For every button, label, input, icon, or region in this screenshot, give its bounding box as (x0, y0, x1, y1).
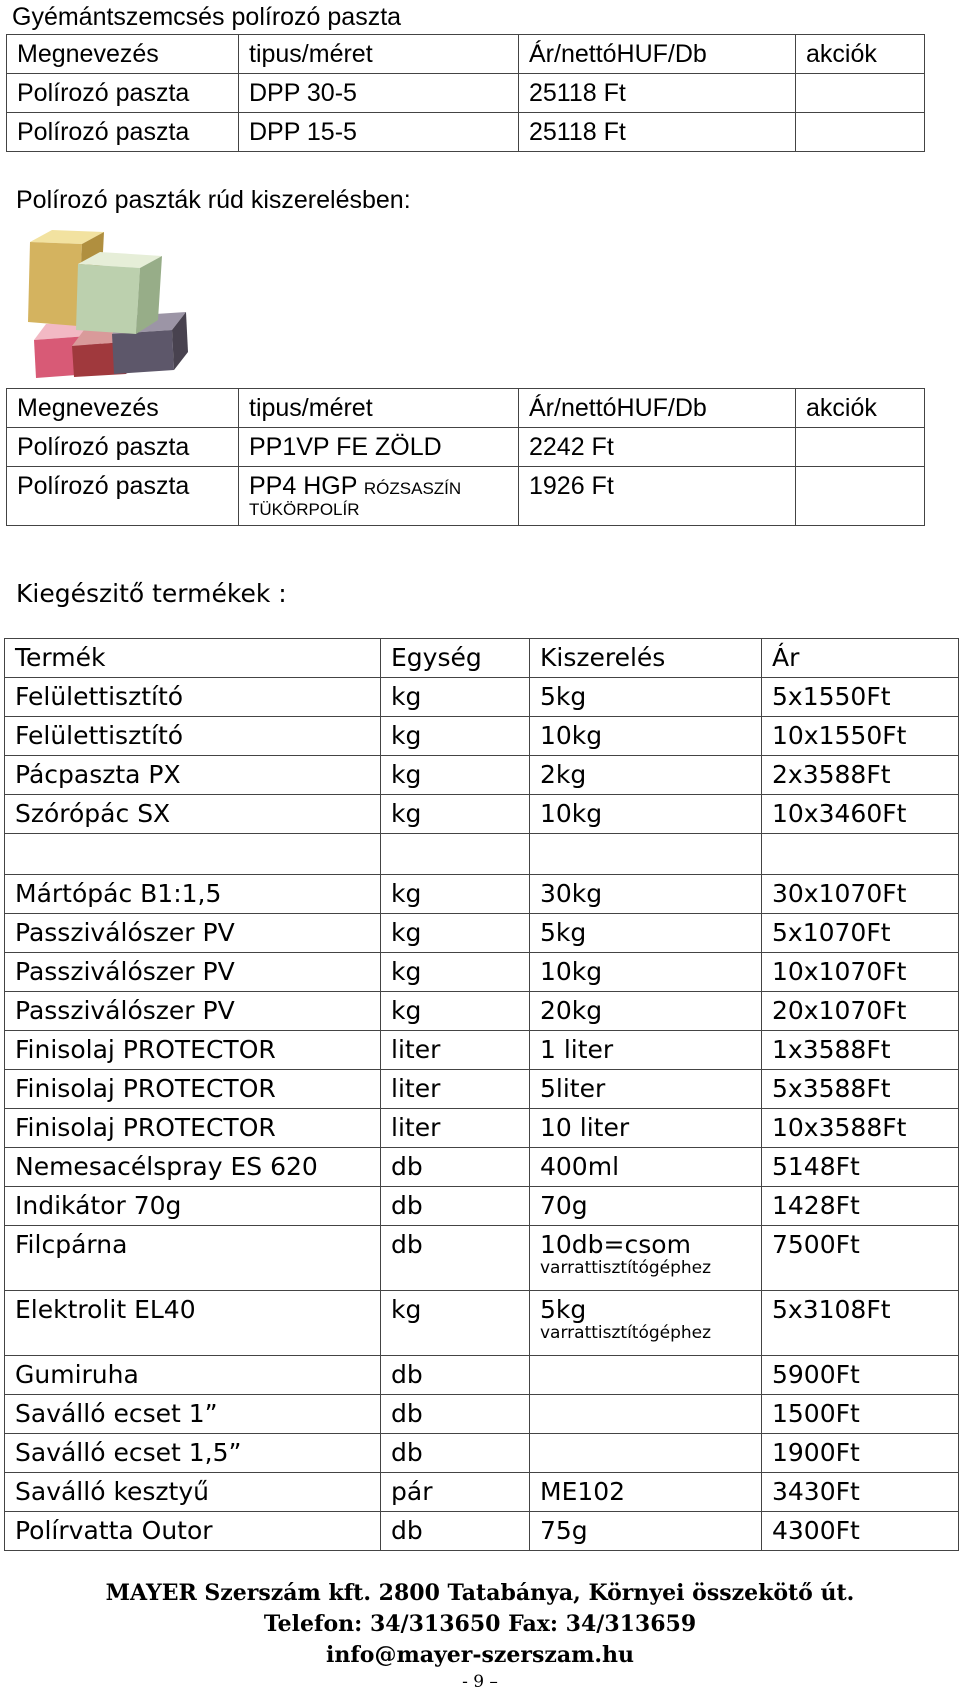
table-row (5, 992, 959, 1031)
product-price-cell: 5x3108Ft (762, 1291, 959, 1356)
product-unit-cell: liter (381, 1109, 530, 1148)
product-name-cell: Saválló ecset 1,5” (5, 1434, 381, 1473)
product-price-cell: 1428Ft (762, 1187, 959, 1226)
product-type-cell: DPP 30-5 (239, 74, 519, 113)
product-price-cell: 10x3460Ft (762, 795, 959, 834)
product-unit-cell: kg (381, 1291, 530, 1356)
product-name-cell: Passziválószer PV (5, 953, 381, 992)
product-name-cell: Felülettisztító (5, 678, 381, 717)
table-row (5, 1512, 959, 1551)
table-row (5, 953, 959, 992)
pack-note: varrattisztítógéphez (540, 1258, 712, 1278)
header-cell: Egység (381, 639, 530, 678)
product-unit-cell: kg (381, 992, 530, 1031)
product-price-cell: 25118 Ft (519, 113, 796, 152)
product-unit-cell: kg (381, 795, 530, 834)
product-unit-cell: db (381, 1356, 530, 1395)
product-price-cell: 2x3588Ft (762, 756, 959, 795)
product-price-cell: 1926 Ft (519, 467, 796, 526)
product-unit-cell: kg (381, 717, 530, 756)
type-finish: TÜKÖRPOLÍR (249, 500, 360, 519)
product-price-cell: 5900Ft (762, 1356, 959, 1395)
product-name-cell: Indikátor 70g (5, 1187, 381, 1226)
header-cell: Ár/nettóHUF/Db (519, 35, 796, 74)
product-price-cell: 1500Ft (762, 1395, 959, 1434)
product-pack-cell: 10kg (530, 795, 762, 834)
product-unit-cell: db (381, 1148, 530, 1187)
table-row (5, 1473, 959, 1512)
rod-paste-heading: Polírozó paszták rúd kiszerelésben: (16, 186, 411, 214)
header-cell: Ár (762, 639, 959, 678)
product-price-cell: 30x1070Ft (762, 875, 959, 914)
table-row (5, 795, 959, 834)
pack-value: 10db=csom (540, 1230, 691, 1259)
product-name-cell: Elektrolit EL40 (5, 1291, 381, 1356)
product-pack-cell: 400ml (530, 1148, 762, 1187)
product-unit-cell: kg (381, 756, 530, 795)
product-action-cell (796, 467, 925, 526)
product-pack-cell (530, 1356, 762, 1395)
table-row (5, 1226, 959, 1291)
table-row (5, 678, 959, 717)
table-row (5, 1070, 959, 1109)
product-name-cell: Passziválószer PV (5, 914, 381, 953)
product-name-cell: Polírozó paszta (7, 74, 239, 113)
header-cell: Kiszerelés (530, 639, 762, 678)
table-row (5, 1148, 959, 1187)
diamond-paste-table (6, 34, 925, 152)
product-unit-cell: kg (381, 875, 530, 914)
table-row (7, 428, 925, 467)
product-name-cell (5, 834, 381, 875)
product-pack-cell: 2kg (530, 756, 762, 795)
product-name-cell: Finisolaj PROTECTOR (5, 1109, 381, 1148)
product-name-cell: Szórópác SX (5, 795, 381, 834)
product-price-cell: 3430Ft (762, 1473, 959, 1512)
page-title: Gyémántszemcsés polírozó paszta (12, 3, 402, 31)
product-name-cell: Finisolaj PROTECTOR (5, 1070, 381, 1109)
product-price-cell: 5x1070Ft (762, 914, 959, 953)
header-cell: Termék (5, 639, 381, 678)
product-name-cell: Mártópác B1:1,5 (5, 875, 381, 914)
table-header-row (7, 389, 925, 428)
product-action-cell (796, 113, 925, 152)
product-pack-cell: 75g (530, 1512, 762, 1551)
table-row (5, 875, 959, 914)
product-name-cell: Polírozó paszta (7, 113, 239, 152)
product-pack-cell: 70g (530, 1187, 762, 1226)
product-price-cell: 1x3588Ft (762, 1031, 959, 1070)
product-price-cell: 1900Ft (762, 1434, 959, 1473)
polishing-bars-image (16, 230, 192, 378)
product-unit-cell: kg (381, 953, 530, 992)
product-pack-cell: 10 liter (530, 1109, 762, 1148)
footer-address: MAYER Szerszám kft. 2800 Tatabánya, Környei összekötő út. (105, 1580, 855, 1606)
page-number: - 9 – (462, 1672, 498, 1692)
table-row (7, 74, 925, 113)
product-pack-cell: 30kg (530, 875, 762, 914)
product-price-cell: 10x1070Ft (762, 953, 959, 992)
product-pack-cell (530, 1226, 762, 1291)
product-price-cell: 5148Ft (762, 1148, 959, 1187)
product-pack-cell (530, 834, 762, 875)
product-pack-cell (530, 1395, 762, 1434)
product-name-cell: Filcpárna (5, 1226, 381, 1291)
table-row (5, 1291, 959, 1356)
product-price-cell: 2242 Ft (519, 428, 796, 467)
product-action-cell (796, 428, 925, 467)
table-row (5, 1356, 959, 1395)
product-name-cell: Nemesacélspray ES 620 (5, 1148, 381, 1187)
table-row (7, 467, 925, 526)
product-price-cell: 5x1550Ft (762, 678, 959, 717)
product-unit-cell: db (381, 1187, 530, 1226)
product-pack-cell (530, 1434, 762, 1473)
product-unit-cell: db (381, 1226, 530, 1291)
table-row (5, 717, 959, 756)
product-pack-cell: 5kg (530, 678, 762, 717)
product-pack-cell: 5liter (530, 1070, 762, 1109)
product-pack-cell: 10kg (530, 953, 762, 992)
product-unit-cell: liter (381, 1070, 530, 1109)
table-row (5, 1031, 959, 1070)
table-header-row (7, 35, 925, 74)
product-price-cell: 7500Ft (762, 1226, 959, 1291)
product-name-cell: Polírozó paszta (7, 428, 239, 467)
product-name-cell: Felülettisztító (5, 717, 381, 756)
accessories-heading: Kiegészitő termékek : (16, 579, 287, 608)
product-type-cell (239, 467, 519, 526)
rod-paste-table (6, 388, 925, 526)
product-name-cell: Finisolaj PROTECTOR (5, 1031, 381, 1070)
footer-email: info@mayer-szerszam.hu (325, 1642, 635, 1668)
pack-note: varrattisztítógéphez (540, 1323, 712, 1343)
product-unit-cell: kg (381, 678, 530, 717)
footer-phone: Telefon: 34/313650 Fax: 34/313659 (263, 1611, 697, 1637)
table-row (5, 756, 959, 795)
table-row (5, 914, 959, 953)
product-pack-cell: 10kg (530, 717, 762, 756)
table-row (5, 1395, 959, 1434)
product-unit-cell: kg (381, 914, 530, 953)
product-name-cell: Passziválószer PV (5, 992, 381, 1031)
product-unit-cell: db (381, 1395, 530, 1434)
product-price-cell (762, 834, 959, 875)
product-unit-cell: liter (381, 1031, 530, 1070)
product-pack-cell: 5kg (530, 914, 762, 953)
table-row (5, 834, 959, 875)
header-cell: Megnevezés (7, 389, 239, 428)
product-price-cell: 5x3588Ft (762, 1070, 959, 1109)
product-type-cell: PP1VP FE ZÖLD (239, 428, 519, 467)
header-cell: tipus/méret (239, 389, 519, 428)
product-unit-cell: db (381, 1512, 530, 1551)
header-cell: tipus/méret (239, 35, 519, 74)
product-name-cell: Polírozó paszta (7, 467, 239, 526)
table-row (5, 1109, 959, 1148)
product-type-cell: DPP 15-5 (239, 113, 519, 152)
product-pack-cell: 1 liter (530, 1031, 762, 1070)
product-name-cell: Saválló kesztyű (5, 1473, 381, 1512)
header-cell: Megnevezés (7, 35, 239, 74)
type-color: RÓZSASZÍN (363, 479, 462, 498)
product-name-cell: Saválló ecset 1” (5, 1395, 381, 1434)
table-row (7, 113, 925, 152)
product-pack-cell: 20kg (530, 992, 762, 1031)
product-unit-cell (381, 834, 530, 875)
table-row (5, 1434, 959, 1473)
product-price-cell: 4300Ft (762, 1512, 959, 1551)
accessories-rows-after (5, 1356, 959, 1551)
type-main: PP4 HGP (249, 472, 357, 500)
product-price-cell: 25118 Ft (519, 74, 796, 113)
product-price-cell: 20x1070Ft (762, 992, 959, 1031)
product-unit-cell: db (381, 1434, 530, 1473)
product-pack-cell: ME102 (530, 1473, 762, 1512)
product-unit-cell: pár (381, 1473, 530, 1512)
product-name-cell: Polírvatta Outor (5, 1512, 381, 1551)
product-price-cell: 10x3588Ft (762, 1109, 959, 1148)
table-row (5, 1187, 959, 1226)
accessories-rows (5, 678, 959, 1226)
product-price-cell: 10x1550Ft (762, 717, 959, 756)
table-header-row (5, 639, 959, 678)
product-action-cell (796, 74, 925, 113)
header-cell: akciók (796, 35, 925, 74)
header-cell: Ár/nettóHUF/Db (519, 389, 796, 428)
product-name-cell: Pácpaszta PX (5, 756, 381, 795)
page-footer (0, 1578, 960, 1693)
product-pack-cell (530, 1291, 762, 1356)
accessories-table (4, 638, 959, 1551)
product-name-cell: Gumiruha (5, 1356, 381, 1395)
header-cell: akciók (796, 389, 925, 428)
pack-value: 5kg (540, 1295, 587, 1324)
